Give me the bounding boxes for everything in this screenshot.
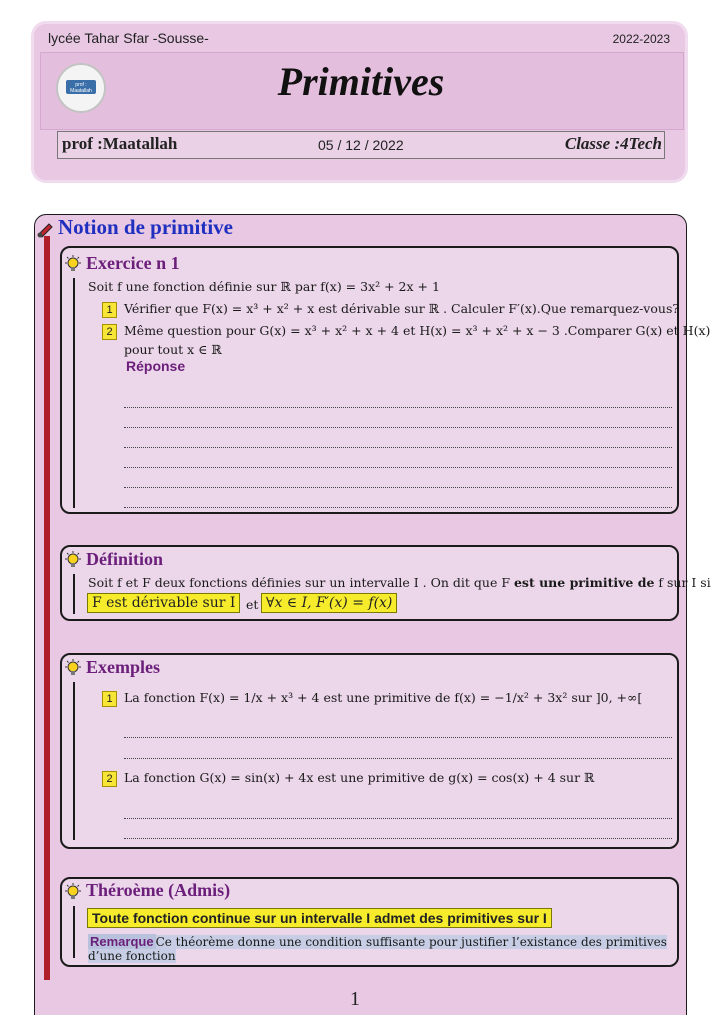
item-number: 1 [102, 691, 117, 707]
prof-name: prof :Maatallah [62, 134, 178, 153]
exercise-title: Exercice n 1 [86, 253, 180, 273]
answer-line [124, 447, 672, 449]
remark-row [88, 931, 667, 950]
example-item-1: La fonction F(x) = 1/x + x³ + 4 est une primitive de f(x) = −1/x² + 3x² sur ]0, +∞[ [124, 690, 643, 705]
logo-text: prof : Maatallah [70, 82, 92, 94]
pin-icon [36, 221, 54, 239]
answer-line [124, 838, 672, 840]
exercise-intro: Soit f une fonction définie sur ℝ par f(x) = 3x² + 2x + 1 [88, 279, 440, 294]
definition-condition-1: F est dérivable sur I [87, 593, 240, 613]
remark-text: Ce théorème donne une condition suffisante pour justifier l’existance des primitives [155, 935, 667, 949]
card-side-bar [73, 682, 75, 840]
remark-label: Remarque [90, 934, 154, 949]
definition-text: Soit f et F deux fonctions définies sur un intervalle I . On dit que F est une primitive de f sur I si [88, 575, 711, 590]
card-side-bar [73, 906, 75, 958]
definition-et: et [246, 597, 259, 612]
definition-title: Définition [86, 549, 164, 569]
example-item-2: La fonction G(x) = sin(x) + 4x est une primitive de g(x) = cos(x) + 4 sur ℝ [124, 770, 595, 785]
lightbulb-icon [64, 659, 82, 677]
exercise-item-1: Vérifier que F(x) = x³ + x² + x est dérivable sur ℝ . Calculer F′(x).Que remarquez-vous? [124, 301, 680, 316]
answer-line [124, 758, 672, 760]
page-number: 1 [350, 988, 360, 1010]
remark-text-cont: d’une fonction [88, 949, 176, 963]
lightbulb-icon [64, 255, 82, 273]
section-title: Notion de primitive [58, 215, 233, 239]
answer-line [124, 487, 672, 489]
school-name: lycée Tahar Sfar -Sousse- [48, 30, 209, 46]
theorem-title: Théroème (Admis) [86, 880, 231, 900]
exercise-item-2-cont: pour tout x ∈ ℝ [124, 342, 222, 357]
item-number: 2 [102, 324, 117, 340]
answer-line [124, 467, 672, 469]
examples-title: Exemples [86, 657, 160, 677]
answer-line [124, 407, 672, 409]
exercise-item-2: Même question pour G(x) = x³ + x² + x + 4 et H(x) = x³ + x² + x − 3 .Comparer G(x) et H(x) [124, 323, 711, 338]
lightbulb-icon [64, 551, 82, 569]
reponse-label: Réponse [126, 358, 186, 374]
card-side-bar [73, 278, 75, 508]
date-label: 05 / 12 / 2022 [318, 137, 404, 153]
lightbulb-icon [64, 883, 82, 901]
item-number: 1 [102, 302, 117, 318]
card-side-bar [73, 574, 75, 614]
definition-bold: est une primitive de [513, 575, 655, 590]
section-red-bar [44, 236, 50, 980]
school-year: 2022-2023 [612, 32, 670, 46]
answer-line [124, 507, 672, 509]
class-label: Classe :4Tech [564, 134, 662, 153]
answer-line [124, 427, 672, 429]
answer-line [124, 818, 672, 820]
page-title: Primitives [277, 59, 445, 104]
theorem-statement: Toute fonction continue sur un intervalle I admet des primitives sur I [87, 908, 552, 928]
definition-condition-2: ∀x ∈ I, F′(x) = f(x) [261, 593, 397, 613]
answer-line [124, 737, 672, 739]
item-number: 2 [102, 771, 117, 787]
